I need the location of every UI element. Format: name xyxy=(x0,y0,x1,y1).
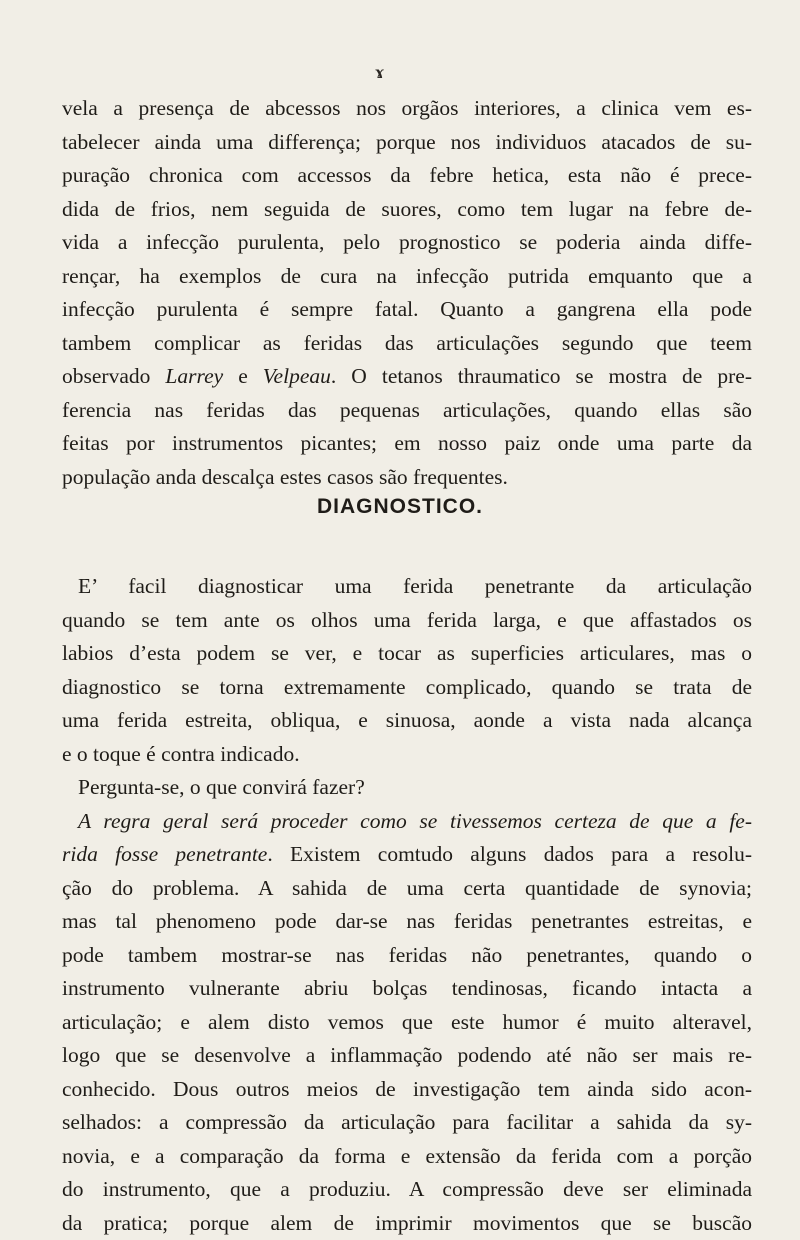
text-line: labios d’esta podem se ver, e tocar as superficies articulares, mas o xyxy=(62,637,752,671)
author-name-velpeau: Velpeau xyxy=(263,364,331,388)
text-line xyxy=(62,360,752,394)
page-mark: ɤ xyxy=(375,62,384,83)
text-line: do instrumento, que a produziu. A compressão deve ser eliminada xyxy=(62,1173,752,1207)
text-line: instrumento vulnerante abriu bolças tendinosas, ficando intacta a xyxy=(62,972,752,1006)
text-run: . O tetanos thraumatico se mostra de pre- xyxy=(331,364,752,388)
paragraph-2 xyxy=(62,570,752,1240)
text-line: vida a infecção purulenta, pelo prognostico se poderia ainda diffe- xyxy=(62,226,752,260)
text-line: logo que se desenvolve a inflammação podendo até não ser mais re- xyxy=(62,1039,752,1073)
text-line: selhados: a compressão da articulação para facilitar a sahida da sy- xyxy=(62,1106,752,1140)
text-run: e xyxy=(223,364,263,388)
paragraph-1 xyxy=(62,92,752,494)
text-line: e o toque é contra indicado. xyxy=(62,738,752,772)
text-line: E’ facil diagnosticar uma ferida penetrante da articulação xyxy=(62,570,752,604)
text-line: feitas por instrumentos picantes; em nosso paiz onde uma parte da xyxy=(62,427,752,461)
text-line: ferencia nas feridas das pequenas articulações, quando ellas são xyxy=(62,394,752,428)
text-line: dida de frios, nem seguida de suores, como tem lugar na febre de- xyxy=(62,193,752,227)
text-line: diagnostico se torna extremamente complicado, quando se trata de xyxy=(62,671,752,705)
text-line: pode tambem mostrar-se nas feridas não penetrantes, quando o xyxy=(62,939,752,973)
text-run: observado xyxy=(62,364,165,388)
text-line xyxy=(62,838,752,872)
text-line: Pergunta-se, o que convirá fazer? xyxy=(62,771,752,805)
italic-run: rida fosse penetrante xyxy=(62,842,267,866)
text-line: quando se tem ante os olhos uma ferida larga, e que affastados os xyxy=(62,604,752,638)
text-line: articulação; e alem disto vemos que este humor é muito alteravel, xyxy=(62,1006,752,1040)
text-line: da pratica; porque alem de imprimir movimentos que se buscão xyxy=(62,1207,752,1240)
text-line: ção do problema. A sahida de uma certa quantidade de synovia; xyxy=(62,872,752,906)
text-line: vela a presença de abcessos nos orgãos interiores, a clinica vem es- xyxy=(62,92,752,126)
text-line: tambem complicar as feridas das articulações segundo que teem xyxy=(62,327,752,361)
author-name-larrey: Larrey xyxy=(165,364,223,388)
text-line: conhecido. Dous outros meios de investigação tem ainda sido acon- xyxy=(62,1073,752,1107)
text-line: puração chronica com accessos da febre hetica, esta não é prece- xyxy=(62,159,752,193)
text-line xyxy=(62,805,752,839)
text-line: tabelecer ainda uma differença; porque nos individuos atacados de su- xyxy=(62,126,752,160)
text-line: mas tal phenomeno pode dar-se nas feridas penetrantes estreitas, e xyxy=(62,905,752,939)
section-heading: DIAGNOSTICO. xyxy=(0,495,800,519)
text-line: infecção purulenta é sempre fatal. Quanto a gangrena ella pode xyxy=(62,293,752,327)
text-run: . Existem comtudo alguns dados para a resolu- xyxy=(267,842,752,866)
text-line: população anda descalça estes casos são frequentes. xyxy=(62,461,752,495)
italic-run: A regra geral será proceder como se tivessemos certeza de que a fe- xyxy=(78,809,752,833)
text-line: uma ferida estreita, obliqua, e sinuosa, aonde a vista nada alcança xyxy=(62,704,752,738)
text-line: rençar, ha exemplos de cura na infecção putrida emquanto que a xyxy=(62,260,752,294)
text-line: novia, e a comparação da forma e extensão da ferida com a porção xyxy=(62,1140,752,1174)
